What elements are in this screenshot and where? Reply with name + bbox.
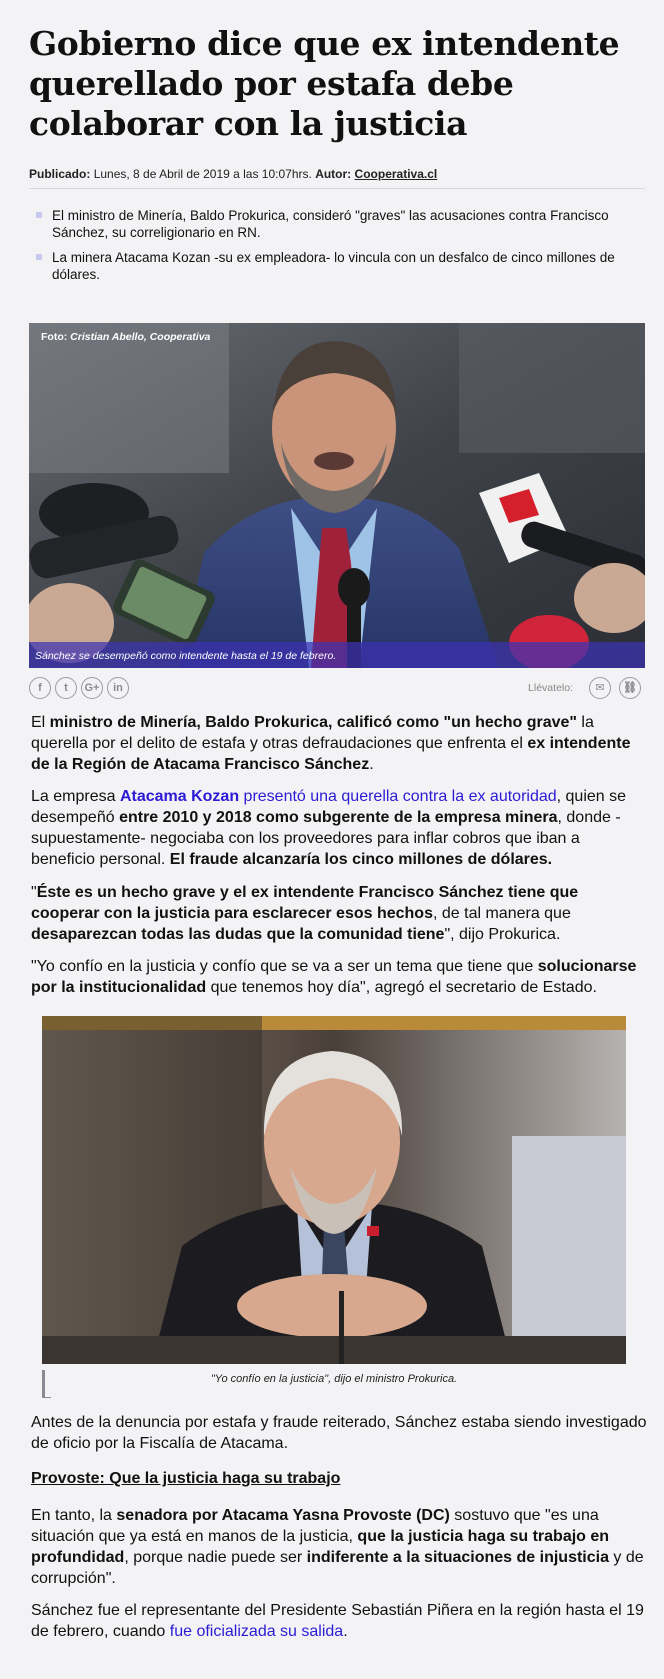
main-photo (29, 323, 645, 668)
summary-list (36, 207, 636, 291)
summary-item: El ministro de Minería, Baldo Prokurica, consideró "graves" las acusaciones contra Francisco Sánchez, su correligionario en RN. (36, 207, 636, 241)
link-icon[interactable]: ⛓ (619, 677, 641, 699)
bullet-icon (36, 212, 42, 218)
secondary-photo-caption: "Yo confío en la justicia", dijo el ministro Prokurica. (210, 1373, 458, 1385)
summary-item: La minera Atacama Kozan -su ex empleadora- lo vincula con un desfalco de cinco millones de dólares. (36, 249, 636, 283)
byline-divider (29, 188, 645, 189)
google-plus-icon[interactable]: G+ (81, 677, 103, 699)
twitter-icon[interactable]: t (55, 677, 77, 699)
linkedin-icon[interactable]: in (107, 677, 129, 699)
facebook-icon[interactable]: f (29, 677, 51, 699)
secondary-photo-image (42, 1016, 626, 1364)
salida-link[interactable]: fue oficializada su salida (169, 1623, 344, 1640)
paragraph-3: "Éste es un hecho grave y el ex intendente Francisco Sánchez tiene que cooperar con la justicia para esclarecer esos hechos, de tal manera que desaparezcan todas las dudas que la comunidad tiene", dijo Prokurica. (31, 884, 579, 943)
figure-marker-tick (45, 1397, 51, 1398)
atacama-kozan-link[interactable]: Atacama Kozan (119, 788, 240, 805)
photo-credit: Foto: Cristian Abello, Cooperativa (41, 331, 211, 343)
email-icon[interactable]: ✉ (589, 677, 611, 699)
paragraph-2: La empresa Atacama Kozan presentó una querella contra la ex autoridad, quien se desempeñó entre 2010 y 2018 como subgerente de la empresa minera, donde -supuestamente- negociaba con los proveedores para inflar cobros que iban a beneficio personal. El fraude alcanzaría los cinco millones de dólares. (31, 788, 627, 868)
author-label: Autor: (315, 167, 352, 181)
paragraph-6: En tanto, la senadora por Atacama Yasna Provoste (DC) sostuvo que "es una situación que ya está en manos de la justicia, que la justicia haga su trabajo en profundidad, porque nadie puede ser indiferente a la situaciones de injusticia y de corrupción". (31, 1507, 644, 1587)
querella-link[interactable]: presentó una querella contra la ex autoridad (239, 788, 557, 805)
paragraph-4: "Yo confío en la justicia y confío que se va a ser un tema que tiene que solucionarse por la institucionalidad que tenemos hoy día", agregó el secretario de Estado. (31, 958, 637, 996)
published-date: Lunes, 8 de Abril de 2019 a las 10:07hrs. (93, 167, 312, 181)
article-title: Gobierno dice que ex intendente querellado por estafa debe colaborar con la justicia (29, 24, 620, 143)
photo-caption: Sánchez se desempeñó como intendente hasta el 19 de febrero. (35, 650, 337, 662)
paragraph-1: El ministro de Minería, Baldo Prokurica, calificó como "un hecho grave" la querella por el delito de estafa y otras defraudaciones que enfrenta el ex intendente de la Región de Atacama Francisco Sánchez. (31, 714, 631, 773)
section-subheading: Provoste: Que la justicia haga su trabajo (31, 1470, 341, 1487)
byline (29, 167, 437, 181)
published-label: Publicado: (29, 167, 91, 181)
secondary-photo (42, 1016, 626, 1364)
author-link[interactable]: Cooperativa.cl (354, 167, 438, 181)
share-bar (29, 677, 645, 701)
bullet-icon (36, 254, 42, 260)
llevatelo-label: Llévatelo: (528, 682, 573, 694)
main-photo-image (29, 323, 645, 668)
paragraph-5: Antes de la denuncia por estafa y fraude reiterado, Sánchez estaba siendo investigado de oficio por la Fiscalía de Atacama. (31, 1414, 647, 1452)
paragraph-7: Sánchez fue el representante del Presidente Sebastián Piñera en la región hasta el 19 de febrero, cuando fue oficializada su salida. (31, 1602, 644, 1640)
